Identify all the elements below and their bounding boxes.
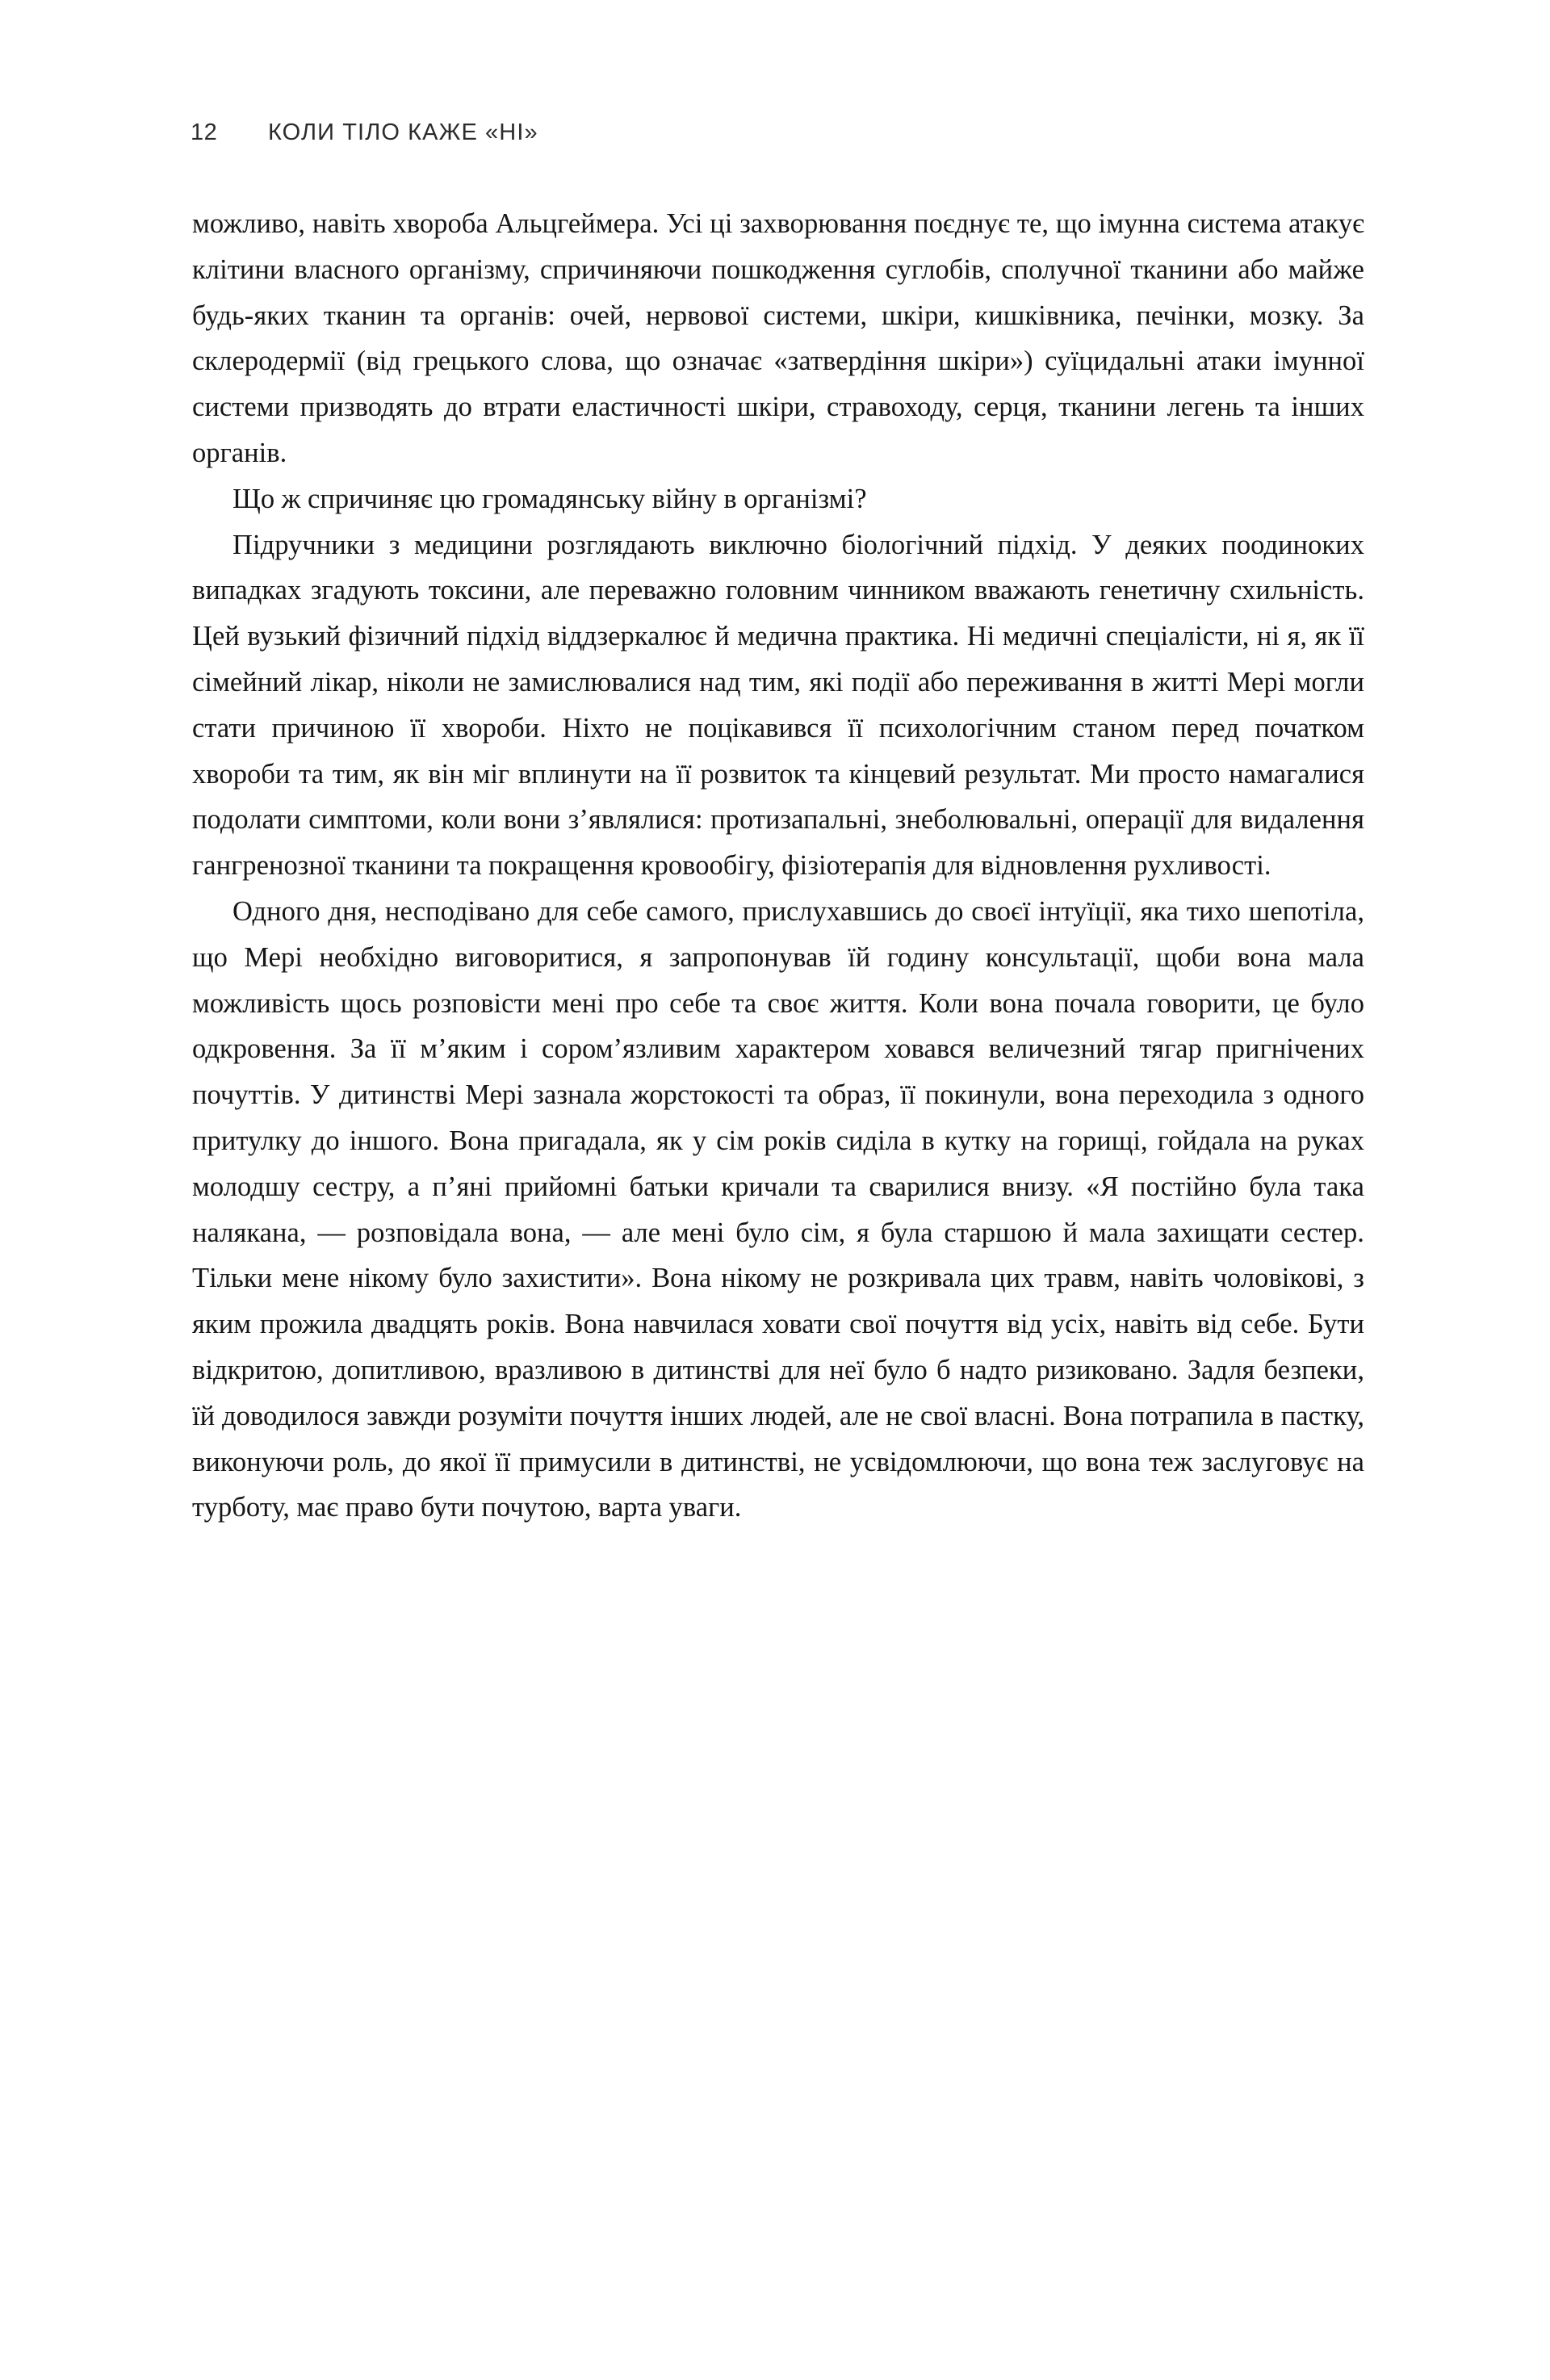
running-head — [191, 119, 1369, 152]
paragraph: можливо, навіть хвороба Альцгеймера. Усі ці захворювання поєднує те, що імунна система атакує клітини власного організму, спричиняючи пошкодження суглобів, сполучної тканини або майже будь-яких тканин та органів: очей, нервової системи, шкіри, кишківника, печінки, мозку. За склеродермії (від грецького слова, що означає «затвердіння шкіри») суїцидальні атаки імунної системи призводять до втрати еластичності шкіри, стравоходу, серця, тканини легень та інших органів. — [192, 208, 1364, 468]
paragraph: Одного дня, несподівано для себе самого, прислухавшись до своєї інтуїції, яка тихо шепотіла, що Мері необхідно виговоритися, я запропонував їй годину консультації, щоби вона мала можливість щось розповісти мені про себе та своє життя. Коли вона почала говорити, це було одкровення. За її м’яким і сором’язливим характером ховався величезний тягар пригнічених почуттів. У дитинстві Мері зазнала жорстокості та образ, її покинули, вона переходила з одного притулку до іншого. Вона пригадала, як у сім років сиділа в кутку на горищі, гойдала на руках молодшу сестру, а п’яні прийомні батьки кричали та сварилися внизу. «Я постійно була така налякана, — розповідала вона, — але мені було сім, я була старшою й мала захищати сестер. Тільки мене нікому було захистити». Вона нікому не розкривала цих травм, навіть чоловікові, з яким прожила двадцять років. Вона навчилася ховати свої почуття від усіх, навіть від себе. Бути відкритою, допитливою, вразливою в дитинстві для неї було б надто ризиковано. Задля безпеки, їй доводилося завжди розуміти почуття інших людей, але не свої власні. Вона потрапила в пастку, виконуючи роль, до якої її примусили в дитинстві, не усвідомлюючи, що вона теж заслуговує на турботу, має право бути почутою, варта уваги. — [192, 895, 1364, 1523]
paragraph: Підручники з медицини розглядають виключно біологічний підхід. У деяких поодиноких випадках згадують токсини, але переважно головним чинником вважають генетичну схильність. Цей вузький фізичний підхід віддзеркалює й медична практика. Ні медичні спеціалісти, ні я, як її сімейний лікар, ніколи не замислювалися над тим, які події або переживання в житті Мері могли стати причиною її хвороби. Ніхто не поцікавився її психологічним станом перед початком хвороби та тим, як він міг вплинути на її розвиток та кінцевий результат. Ми просто намагалися подолати симптоми, коли вони з’являлися: протизапальні, знеболювальні, операції для видалення гангренозної тканини та покращення кровообігу, фізіотерапія для відновлення рухливості. — [192, 529, 1364, 882]
page-number: 12 — [191, 119, 218, 145]
paragraph: Що ж спричиняє цю громадянську війну в організмі? — [232, 483, 867, 514]
running-head-title: КОЛИ ТІЛО КАЖЕ «НІ» — [268, 119, 538, 145]
body-text-block — [192, 201, 1364, 1531]
